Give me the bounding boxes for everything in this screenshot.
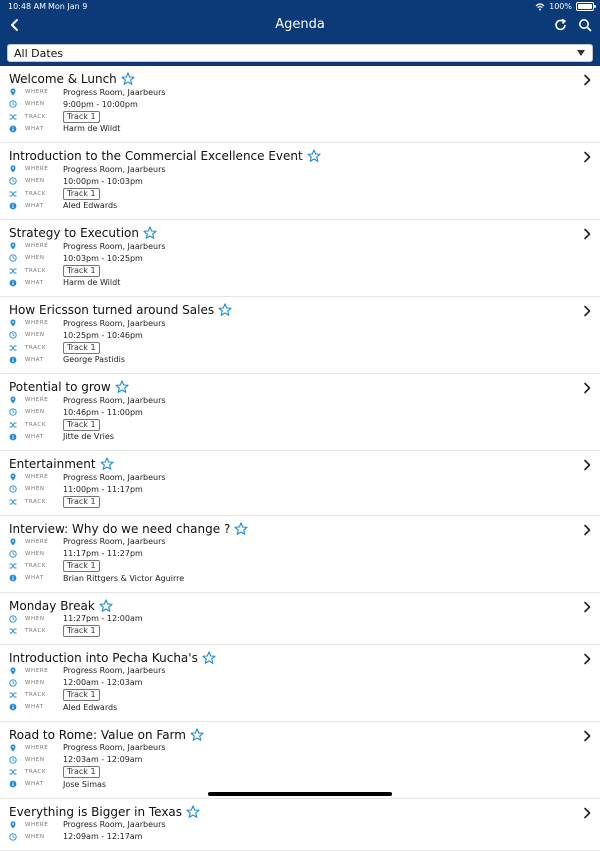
track-badge: Track 1 bbox=[63, 342, 100, 354]
status-date: Mon Jan 9 bbox=[48, 2, 88, 11]
when-label: WHEN bbox=[25, 486, 45, 493]
track-label: TRACK bbox=[25, 190, 47, 197]
when-row bbox=[9, 831, 142, 843]
refresh-icon[interactable] bbox=[554, 18, 568, 32]
location-pin-icon bbox=[9, 88, 17, 96]
track-row bbox=[9, 419, 100, 431]
favorite-star-icon[interactable] bbox=[218, 303, 232, 317]
when-row bbox=[9, 677, 142, 689]
agenda-item-title-text: Potential to grow bbox=[9, 380, 111, 394]
dropdown-caret-icon bbox=[577, 50, 585, 56]
agenda-item-title bbox=[9, 651, 216, 665]
chevron-right-icon[interactable] bbox=[582, 601, 592, 613]
when-value: 10:25pm - 10:46pm bbox=[63, 330, 143, 340]
info-icon bbox=[9, 356, 17, 364]
location-pin-icon bbox=[9, 396, 17, 404]
agenda-item[interactable] bbox=[0, 593, 600, 645]
info-icon bbox=[9, 202, 17, 210]
shuffle-icon bbox=[9, 768, 17, 776]
what-label: WHAT bbox=[25, 125, 44, 132]
when-label: WHEN bbox=[25, 833, 45, 840]
track-row bbox=[9, 496, 100, 508]
shuffle-icon bbox=[9, 691, 17, 699]
what-label: WHAT bbox=[25, 781, 44, 788]
info-icon bbox=[9, 433, 17, 441]
where-row bbox=[9, 536, 166, 548]
clock-icon bbox=[9, 331, 17, 339]
when-label: WHEN bbox=[25, 615, 45, 622]
favorite-star-icon[interactable] bbox=[121, 72, 135, 86]
page-title: Agenda bbox=[275, 17, 325, 32]
where-value: Progress Room, Jaarbeurs bbox=[63, 537, 166, 546]
clock-icon bbox=[9, 833, 17, 841]
agenda-item-title bbox=[9, 303, 232, 317]
what-value: Brian Rittgers & Victor Aguirre bbox=[63, 573, 185, 583]
chevron-right-icon[interactable] bbox=[582, 653, 592, 665]
chevron-right-icon[interactable] bbox=[582, 382, 592, 394]
chevron-right-icon[interactable] bbox=[582, 305, 592, 317]
chevron-right-icon[interactable] bbox=[582, 807, 592, 819]
where-row bbox=[9, 742, 166, 754]
when-value: 11:00pm - 11:17pm bbox=[63, 484, 143, 494]
track-row bbox=[9, 265, 100, 277]
favorite-star-icon[interactable] bbox=[307, 149, 321, 163]
when-label: WHEN bbox=[25, 255, 45, 262]
where-row bbox=[9, 819, 166, 831]
clock-icon bbox=[9, 408, 17, 416]
favorite-star-icon[interactable] bbox=[186, 805, 200, 819]
agenda-item-title-text: Road to Rome: Value on Farm bbox=[9, 727, 186, 742]
home-indicator[interactable] bbox=[208, 792, 392, 796]
when-value: 10:00pm - 10:03pm bbox=[63, 176, 143, 186]
track-label: TRACK bbox=[25, 113, 47, 120]
what-row bbox=[9, 123, 120, 135]
when-row bbox=[9, 613, 143, 625]
info-icon bbox=[9, 703, 17, 711]
where-label: WHERE bbox=[25, 243, 49, 249]
agenda-item-title-text: Introduction into Pecha Kucha's bbox=[9, 650, 198, 665]
where-value: Progress Room, Jaarbeurs bbox=[63, 472, 166, 482]
when-value: 12:00am - 12:03am bbox=[63, 678, 143, 688]
where-label: WHERE bbox=[25, 667, 49, 674]
what-row bbox=[9, 354, 125, 366]
agenda-item[interactable] bbox=[0, 516, 600, 593]
date-filter-value: All Dates bbox=[14, 47, 64, 60]
agenda-item-title-text: Interview: Why do we need change ? bbox=[9, 521, 231, 536]
chevron-right-icon[interactable] bbox=[582, 730, 592, 742]
clock-icon bbox=[9, 756, 17, 764]
where-row bbox=[9, 665, 166, 677]
agenda-item-title bbox=[9, 149, 321, 163]
where-label: WHERE bbox=[25, 474, 49, 480]
navbar bbox=[0, 14, 600, 42]
track-label: TRACK bbox=[25, 563, 47, 570]
when-value: 12:03am - 12:09am bbox=[63, 755, 143, 765]
favorite-star-icon[interactable] bbox=[190, 728, 204, 742]
clock-icon bbox=[9, 679, 17, 687]
status-time: 10:48 AM bbox=[8, 2, 46, 11]
favorite-star-icon[interactable] bbox=[143, 226, 157, 240]
track-label: TRACK bbox=[25, 344, 47, 351]
agenda-item-title-text: How Ericsson turned around Sales bbox=[9, 303, 215, 317]
info-icon bbox=[9, 279, 17, 287]
agenda-item-title bbox=[9, 599, 113, 613]
track-label: TRACK bbox=[25, 627, 47, 634]
location-pin-icon bbox=[9, 319, 17, 327]
track-badge: Track 1 bbox=[63, 265, 100, 277]
location-pin-icon bbox=[9, 538, 17, 546]
track-row bbox=[9, 560, 100, 572]
info-icon bbox=[9, 574, 17, 582]
track-badge: Track 1 bbox=[63, 560, 100, 572]
track-badge: Track 1 bbox=[63, 419, 100, 431]
when-row bbox=[9, 754, 142, 766]
when-row bbox=[9, 98, 138, 110]
wifi-icon bbox=[535, 3, 545, 11]
agenda-item-title-text: Introduction to the Commercial Excellence Event bbox=[9, 149, 303, 163]
chevron-right-icon[interactable] bbox=[582, 524, 592, 536]
header-bar bbox=[0, 0, 600, 66]
track-row bbox=[9, 766, 100, 778]
where-label: WHERE bbox=[25, 744, 49, 751]
agenda-item-title-text: Everything is Bigger in Texas bbox=[9, 804, 183, 819]
chevron-right-icon[interactable] bbox=[582, 459, 592, 471]
what-value: Harm de Wildt bbox=[63, 124, 121, 134]
when-label: WHEN bbox=[25, 679, 45, 686]
agenda-item[interactable] bbox=[0, 451, 600, 516]
track-label: TRACK bbox=[25, 692, 47, 699]
shuffle-icon bbox=[9, 627, 17, 635]
track-label: TRACK bbox=[25, 267, 47, 274]
agenda-list bbox=[0, 66, 600, 842]
what-value: George Pastidis bbox=[63, 355, 126, 365]
track-badge: Track 1 bbox=[63, 188, 100, 200]
where-row bbox=[9, 394, 166, 406]
when-value: 9:00pm - 10:00pm bbox=[63, 99, 138, 109]
when-label: WHEN bbox=[25, 101, 45, 108]
what-value: Jitte de Vries bbox=[63, 432, 114, 442]
where-value: Progress Room, Jaarbeurs bbox=[63, 318, 166, 328]
when-value: 11:17pm - 11:27pm bbox=[63, 549, 143, 559]
favorite-star-icon[interactable] bbox=[99, 599, 113, 613]
when-label: WHEN bbox=[25, 756, 45, 763]
info-icon bbox=[9, 125, 17, 133]
location-pin-icon bbox=[9, 242, 17, 250]
what-value: Harm de Wildt bbox=[63, 278, 121, 288]
what-value: Aled Edwards bbox=[63, 201, 118, 211]
agenda-item-title bbox=[9, 226, 157, 240]
agenda-item-title bbox=[9, 380, 129, 394]
what-label: WHAT bbox=[25, 704, 44, 711]
where-row bbox=[9, 471, 166, 483]
when-row bbox=[9, 483, 143, 495]
where-row bbox=[9, 86, 166, 98]
when-label: WHEN bbox=[25, 178, 45, 185]
where-row bbox=[9, 317, 166, 329]
location-pin-icon bbox=[9, 667, 17, 675]
when-row bbox=[9, 252, 143, 264]
track-row bbox=[9, 342, 100, 354]
track-row bbox=[9, 689, 100, 701]
where-value: Progress Room, Jaarbeurs bbox=[63, 743, 166, 752]
clock-icon bbox=[9, 254, 17, 262]
agenda-item-title bbox=[9, 72, 135, 86]
location-pin-icon bbox=[9, 165, 17, 173]
track-label: TRACK bbox=[25, 769, 47, 776]
date-filter-select[interactable] bbox=[7, 44, 593, 62]
favorite-star-icon[interactable] bbox=[202, 651, 216, 665]
what-value: Aled Edwards bbox=[63, 702, 118, 712]
track-badge: Track 1 bbox=[63, 689, 100, 701]
info-icon bbox=[9, 780, 17, 788]
track-row bbox=[9, 188, 100, 200]
agenda-item-title-text: Welcome & Lunch bbox=[9, 72, 117, 86]
when-value: 12:09am - 12:17am bbox=[63, 832, 143, 842]
agenda-item-title bbox=[9, 457, 114, 471]
track-row bbox=[9, 625, 100, 637]
agenda-item-title bbox=[9, 522, 248, 536]
favorite-star-icon[interactable] bbox=[100, 457, 114, 471]
when-label: WHEN bbox=[25, 332, 45, 339]
clock-icon bbox=[9, 615, 17, 623]
where-label: WHERE bbox=[25, 166, 49, 172]
agenda-item[interactable] bbox=[0, 722, 600, 799]
when-label: WHEN bbox=[25, 550, 45, 557]
clock-icon bbox=[9, 550, 17, 558]
when-value: 10:03pm - 10:25pm bbox=[63, 253, 143, 263]
when-value: 11:27pm - 12:00am bbox=[63, 614, 143, 623]
what-label: WHAT bbox=[25, 356, 44, 363]
what-label: WHAT bbox=[25, 575, 44, 582]
when-row bbox=[9, 175, 143, 187]
agenda-item[interactable] bbox=[0, 374, 600, 451]
shuffle-icon bbox=[9, 498, 17, 506]
what-row bbox=[9, 200, 117, 212]
where-label: WHERE bbox=[25, 89, 49, 95]
agenda-item[interactable] bbox=[0, 799, 600, 851]
when-label: WHEN bbox=[25, 409, 45, 416]
agenda-item-title-text: Entertainment bbox=[9, 457, 96, 471]
what-row bbox=[9, 572, 184, 584]
where-value: Progress Room, Jaarbeurs bbox=[63, 666, 166, 675]
track-label: TRACK bbox=[25, 498, 47, 505]
location-pin-icon bbox=[9, 744, 17, 752]
battery-icon bbox=[576, 2, 594, 11]
what-label: WHAT bbox=[25, 202, 44, 209]
track-row bbox=[9, 111, 100, 123]
where-label: WHERE bbox=[25, 320, 49, 326]
when-row bbox=[9, 548, 143, 560]
where-value: Progress Room, Jaarbeurs bbox=[63, 164, 166, 174]
where-value: Progress Room, Jaarbeurs bbox=[63, 820, 166, 829]
where-row bbox=[9, 240, 166, 252]
shuffle-icon bbox=[9, 421, 17, 429]
agenda-item[interactable] bbox=[0, 143, 600, 220]
clock-icon bbox=[9, 100, 17, 108]
status-right bbox=[535, 2, 594, 11]
what-label: WHAT bbox=[25, 279, 44, 286]
where-value: Progress Room, Jaarbeurs bbox=[63, 395, 166, 405]
shuffle-icon bbox=[9, 344, 17, 352]
what-value: Jose Simas bbox=[63, 779, 107, 789]
track-badge: Track 1 bbox=[63, 625, 100, 637]
when-row bbox=[9, 406, 143, 418]
location-pin-icon bbox=[9, 821, 17, 829]
agenda-item-title-text: Strategy to Execution bbox=[9, 226, 139, 240]
what-row bbox=[9, 778, 106, 790]
search-icon[interactable] bbox=[578, 18, 592, 32]
what-row bbox=[9, 431, 114, 443]
shuffle-icon bbox=[9, 267, 17, 275]
where-label: WHERE bbox=[25, 538, 49, 545]
where-row bbox=[9, 163, 166, 175]
agenda-item-title bbox=[9, 728, 204, 742]
agenda-item-title bbox=[9, 805, 200, 819]
agenda-item[interactable] bbox=[0, 645, 600, 722]
where-label: WHERE bbox=[25, 821, 49, 828]
what-row bbox=[9, 277, 120, 289]
clock-icon bbox=[9, 177, 17, 185]
battery-percent: 100% bbox=[549, 2, 572, 11]
where-label: WHERE bbox=[25, 397, 49, 403]
agenda-item-title-text: Monday Break bbox=[9, 598, 95, 613]
chevron-right-icon[interactable] bbox=[582, 151, 592, 163]
favorite-star-icon[interactable] bbox=[234, 522, 248, 536]
agenda-item[interactable] bbox=[0, 297, 600, 374]
agenda-item[interactable] bbox=[0, 220, 600, 297]
favorite-star-icon[interactable] bbox=[115, 380, 129, 394]
agenda-item[interactable] bbox=[0, 66, 600, 143]
when-row bbox=[9, 329, 143, 341]
location-pin-icon bbox=[9, 473, 17, 481]
where-value: Progress Room, Jaarbeurs bbox=[63, 87, 166, 97]
track-badge: Track 1 bbox=[63, 766, 100, 778]
when-value: 10:46pm - 11:00pm bbox=[63, 407, 143, 417]
track-badge: Track 1 bbox=[63, 496, 100, 508]
status-bar bbox=[0, 0, 600, 14]
shuffle-icon bbox=[9, 190, 17, 198]
shuffle-icon bbox=[9, 113, 17, 121]
shuffle-icon bbox=[9, 562, 17, 570]
where-value: Progress Room, Jaarbeurs bbox=[63, 241, 166, 251]
what-label: WHAT bbox=[25, 433, 44, 440]
chevron-right-icon[interactable] bbox=[582, 74, 592, 86]
track-label: TRACK bbox=[25, 421, 47, 428]
track-badge: Track 1 bbox=[63, 111, 100, 123]
clock-icon bbox=[9, 485, 17, 493]
chevron-right-icon[interactable] bbox=[582, 228, 592, 240]
what-row bbox=[9, 701, 117, 713]
